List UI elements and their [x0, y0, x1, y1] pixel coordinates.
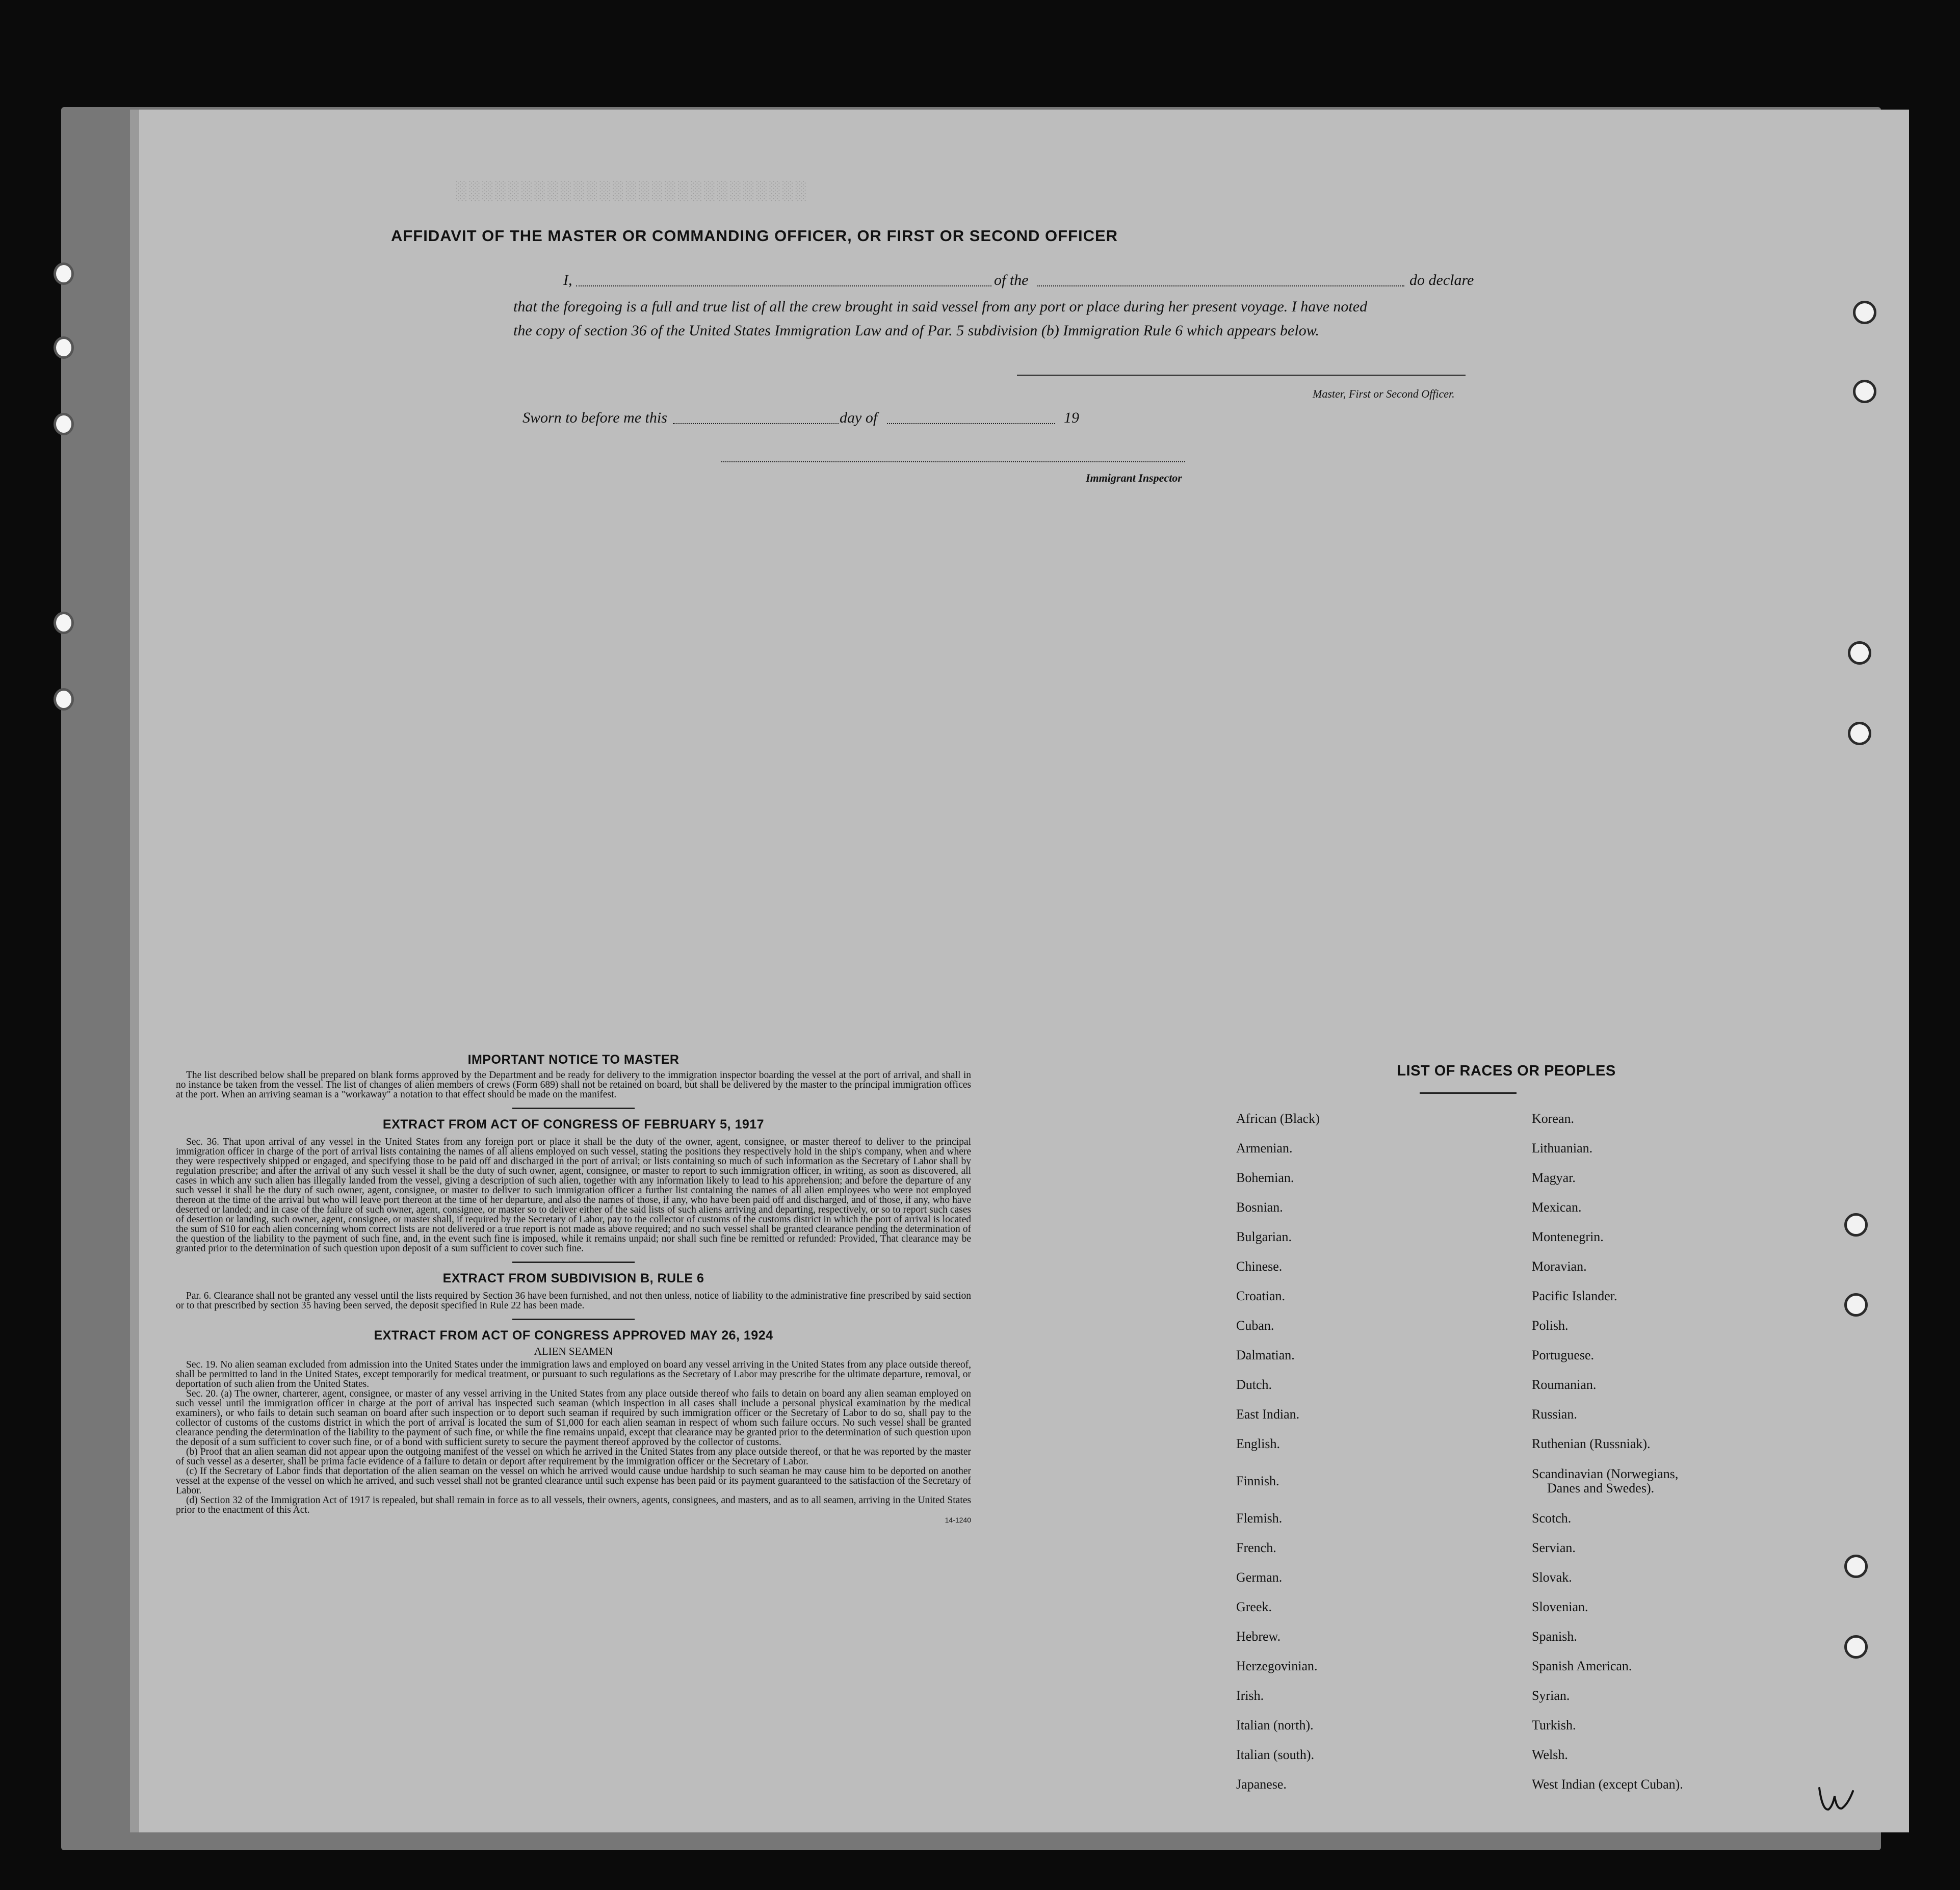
race-item: Cuban.: [1236, 1318, 1274, 1333]
sworn-text: Sworn to before me this: [522, 409, 667, 426]
alien-seamen-subtitle: ALIEN SEAMEN: [534, 1345, 613, 1357]
month-blank-line: [887, 423, 1055, 424]
affidavit-do-declare: do declare: [1409, 272, 1474, 288]
year-prefix: 19: [1064, 409, 1079, 426]
race-item: Roumanian.: [1532, 1377, 1597, 1392]
affidavit-line-3: the copy of section 36 of the United States Immigration Law and of Par. 5 subdivision (b) Immigration Rule 6 which appears below.: [513, 322, 1319, 339]
section-separator: [512, 1262, 635, 1263]
punch-hole-icon: [1844, 1293, 1868, 1317]
master-label: Master, First or Second Officer.: [1313, 387, 1455, 400]
race-item: German.: [1236, 1570, 1283, 1585]
race-item: Japanese.: [1236, 1777, 1287, 1792]
race-item: Flemish.: [1236, 1511, 1283, 1526]
handwritten-mark-icon: [1817, 1784, 1858, 1815]
race-item: Bohemian.: [1236, 1170, 1294, 1185]
affidavit-of-the: of the: [994, 272, 1029, 288]
race-item: Servian.: [1532, 1540, 1576, 1555]
binder-hole-icon: [54, 262, 74, 285]
race-item: Welsh.: [1532, 1747, 1568, 1762]
race-item: Italian (north).: [1236, 1718, 1314, 1732]
punch-hole-icon: [1844, 1555, 1868, 1578]
punch-hole-icon: [1848, 641, 1871, 665]
race-item: Slovak.: [1532, 1570, 1572, 1585]
race-item: Dalmatian.: [1236, 1348, 1295, 1362]
notice-body: The list described below shall be prepared on blank forms approved by the Department and be ready for delivery to the immigration inspector boarding the vessel at the port of arrival, and shall in no instance be taken from the vessel. The list of changes of alien members of crews (Form 689) shall not be retained on board, but shall be delivered by the master to the principal immigration offices at the port. When an arriving seaman is a "workaway" a notation to that effect should be made on the manifest.: [176, 1070, 971, 1100]
punch-hole-icon: [1853, 301, 1876, 324]
extract-1917-title: EXTRACT FROM ACT OF CONGRESS OF FEBRUARY 5, 1917: [382, 1117, 765, 1132]
race-item: Scotch.: [1532, 1511, 1572, 1526]
punch-hole-icon: [1844, 1635, 1868, 1659]
extract-1917-body: Sec. 36. That upon arrival of any vessel in the United States from any foreign port or place it shall be the duty of the owner, agent, consignee, or master thereof to deliver to the principal immigration officer in charge of the port of arrival lists containing the names of all aliens employed on such vessel, stating the positions they respectively hold in the ship's company, when and where they were respectively shipped or engaged, and specifying those to be paid off and discharged in the port of arrival; or lists containing so much of such information as the Secretary of Labor shall by regulation prescribe; and after the arrival of any such vessel it shall be the duty of such owner, agent, consignee, or master to report to such immigration officer, in writing, as soon as discovered, all cases in which any such alien has illegally landed from the vessel, giving a description of such alien, together with any information likely to lead to his apprehension; and before the departure of any such vessel it shall be the duty of such owner, agent, consignee, or master to deliver to such immigration officer a further list containing the names of all alien employees who were not employed thereon at the time of the arrival but who will leave port thereon at the time of her departure, and also the names of those, if any, who have been paid off and discharged, and of those, if any, who have deserted or landed; and in case of the failure of such owner, agent, consignee, or master so to deliver either of the said lists of such aliens arriving and departing, respectively, or so to report such cases of desertion or landing, such owner, agent, consignee, or master shall, if required by the Secretary of Labor, pay to the collector of customs of the customs district in which the port of arrival is located the sum of $10 for each alien concerning whom correct lists are not delivered or a true report is not made as above required; and no such vessel shall be granted clearance pending the determination of the question of the liability to the payment of such fine, and, in the event such fine is imposed, while it remains unpaid; nor shall such fine be remitted or refunded: Provided, That clearance may be granted prior to the determination of such question upon deposit of a sum sufficient to cover such fine.: [176, 1137, 971, 1254]
race-item: Scandinavian (Norwegians,: [1532, 1466, 1679, 1481]
vessel-blank-line: [1037, 285, 1404, 286]
form-number: 14-1240: [945, 1516, 971, 1524]
section-separator: [512, 1319, 635, 1320]
binder-hole-icon: [54, 413, 74, 435]
race-item: Moravian.: [1532, 1259, 1587, 1274]
race-item: Magyar.: [1532, 1170, 1576, 1185]
extract-1924-paragraph: (c) If the Secretary of Labor finds that deportation of the alien seaman on the vessel on which he arrived would cause undue hardship to such seaman he may cause him to be deported on another vessel at the expense of the vessel on which he arrived, and such vessel shall not be granted clearance until such expense has been paid or its payment guaranteed to the satisfaction of the Secretary of Labor.: [176, 1466, 971, 1496]
extract-1924-paragraph: (b) Proof that an alien seaman did not appear upon the outgoing manifest of the vessel on which he arrived in the United States from any place outside thereof, or that he was reported by the master of such vessel as a deserter, shall be prima facie evidence of a failure to detain or deport after requirement by the immigration officer or the Secretary of Labor.: [176, 1447, 971, 1467]
binder-hole-icon: [54, 612, 74, 634]
race-item: English.: [1236, 1436, 1280, 1451]
punch-hole-icon: [1844, 1213, 1868, 1237]
race-item: Turkish.: [1532, 1718, 1576, 1732]
extract-1924-title: EXTRACT FROM ACT OF CONGRESS APPROVED MAY 26, 1924: [374, 1328, 773, 1343]
affidavit-title: AFFIDAVIT OF THE MASTER OR COMMANDING OFFICER, OR FIRST OR SECOND OFFICER: [390, 227, 1118, 245]
race-item: Irish.: [1236, 1688, 1264, 1703]
race-item: Pacific Islander.: [1532, 1289, 1617, 1303]
bleed-through-text: ░░░░░░░░░░░░░░░░░░░░░░░░░░░: [456, 181, 809, 202]
affidavit-line-2: that the foregoing is a full and true list of all the crew brought in said vessel from any port or place during her present voyage. I have noted: [513, 298, 1368, 315]
race-item: Greek.: [1236, 1599, 1272, 1614]
race-item: Portuguese.: [1532, 1348, 1595, 1362]
master-signature-line: [1017, 375, 1466, 376]
race-item: African (Black): [1236, 1111, 1320, 1126]
name-blank-line: [576, 285, 991, 286]
extract-1924-paragraph: (d) Section 32 of the Immigration Act of 1917 is repealed, but shall remain in force as to all vessels, their owners, agents, consignees, and masters, and as to all seamen, arriving in the United States prior to the enactment of this Act.: [176, 1495, 971, 1515]
race-item: Polish.: [1532, 1318, 1569, 1333]
notice-title: IMPORTANT NOTICE TO MASTER: [467, 1053, 680, 1067]
affidavit-i: I,: [563, 272, 572, 288]
manifest-page: [130, 110, 1909, 1832]
race-item: Chinese.: [1236, 1259, 1283, 1274]
race-item: Bulgarian.: [1236, 1229, 1292, 1244]
day-of-text: day of: [840, 409, 878, 426]
punch-hole-icon: [1853, 380, 1876, 403]
race-item: Mexican.: [1532, 1200, 1582, 1215]
inspector-signature-line: [721, 461, 1185, 462]
race-item: Finnish.: [1236, 1474, 1279, 1488]
race-item: Korean.: [1532, 1111, 1575, 1126]
race-item: West Indian (except Cuban).: [1532, 1777, 1683, 1792]
race-item: Danes and Swedes).: [1547, 1481, 1655, 1495]
race-item: Hebrew.: [1236, 1629, 1281, 1644]
section-separator: [512, 1108, 635, 1109]
sworn-day-line: [673, 423, 839, 424]
page-edge-shadow: [130, 110, 139, 1832]
race-item: Bosnian.: [1236, 1200, 1283, 1215]
legal-extracts-column: [176, 1053, 971, 1524]
race-item: Lithuanian.: [1532, 1141, 1593, 1156]
races-title: LIST OF RACES OR PEOPLES: [1397, 1063, 1616, 1079]
race-item: Croatian.: [1236, 1289, 1286, 1303]
race-item: French.: [1236, 1540, 1276, 1555]
race-item: Spanish.: [1532, 1629, 1577, 1644]
binder-hole-icon: [54, 336, 74, 359]
race-item: Slovenian.: [1532, 1599, 1588, 1614]
race-item: Montenegrin.: [1532, 1229, 1604, 1244]
race-item: Russian.: [1532, 1407, 1577, 1422]
binder-hole-icon: [54, 688, 74, 711]
race-item: Italian (south).: [1236, 1747, 1315, 1762]
extract-rule6-body: Par. 6. Clearance shall not be granted any vessel until the lists required by Section 36 have been furnished, and not then unless, notice of liability to the administrative fine prescribed by said section or to that prescribed by section 35 having been served, the deposit specified in Rule 22 has been made.: [176, 1291, 971, 1311]
punch-hole-icon: [1848, 722, 1871, 745]
race-item: East Indian.: [1236, 1407, 1300, 1422]
race-item: Herzegovinian.: [1236, 1659, 1318, 1673]
race-item: Spanish American.: [1532, 1659, 1632, 1673]
race-item: Ruthenian (Russniak).: [1532, 1436, 1651, 1451]
inspector-label: Immigrant Inspector: [1086, 471, 1182, 484]
extract-rule6-title: EXTRACT FROM SUBDIVISION B, RULE 6: [442, 1271, 704, 1285]
races-separator: [1420, 1092, 1517, 1094]
race-item: Armenian.: [1236, 1141, 1293, 1156]
extract-1924-paragraph: Sec. 20. (a) The owner, charterer, agent, consignee, or master of any vessel arriving in the United States from any place outside thereof who fails to detain on board any alien seaman employed on such vessel until the immigration officer in charge at the port of arrival has inspected such seaman (which inspection in all cases shall include a personal physical examination by the medical examiners), or who fails to detain such seaman on board after such inspection or to deport such seaman if required by such immigration officer or the Secretary of Labor to do so, shall pay to the collector of customs of the customs district in which the port of arrival is located the sum of $1,000 for each alien seaman in respect of whom such failure occurs. No such vessel shall be granted clearance pending the determination of the liability to the payment of such fine, or while the fine remains unpaid, except that clearance may be granted prior to the determination of such question upon the deposit of a sum sufficient to cover such fine, or of a bond with sufficient surety to secure the payment thereof approved by the collector of customs.: [176, 1388, 971, 1448]
race-item: Syrian.: [1532, 1688, 1570, 1703]
race-item: Dutch.: [1236, 1377, 1272, 1392]
extract-1924-paragraph: Sec. 19. No alien seaman excluded from admission into the United States under the immigration laws and employed on board any vessel arriving in the United States from any place outside thereof, shall be permitted to land in the United States, except temporarily for medical treatment, or pursuant to such regulations as the Secretary of Labor may prescribe for the ultimate departure, removal, or deportation of such alien from the United States.: [176, 1359, 971, 1389]
